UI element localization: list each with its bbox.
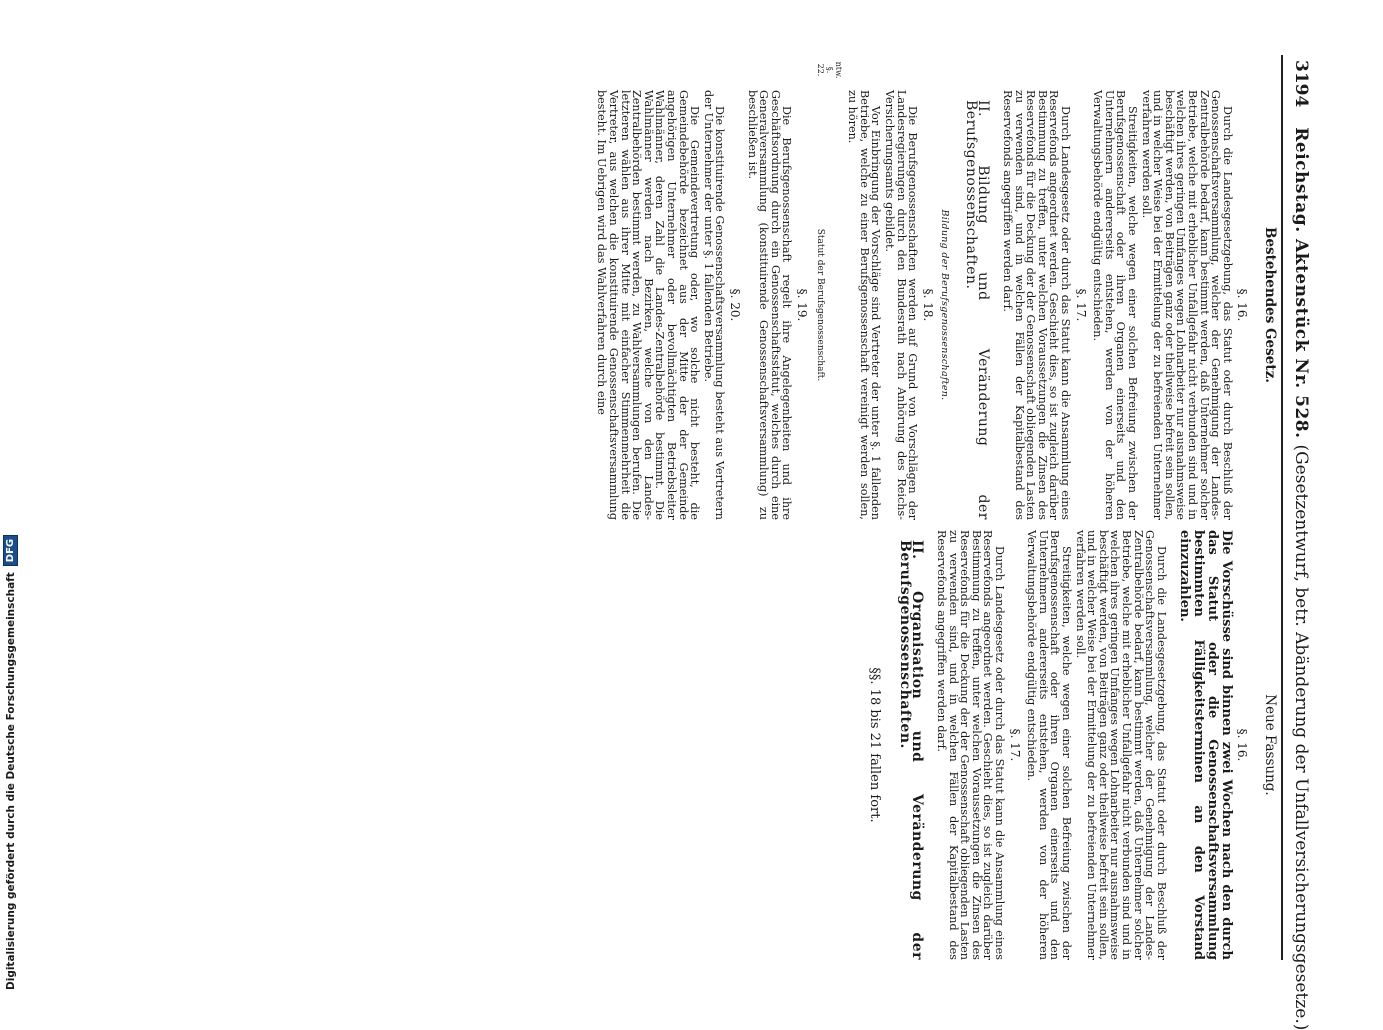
paragraph-17-new-text: Durch Landesgesetz oder durch das Statut kann die Ansammlung eines Reservefonds angeordnet werden. Geschieht dies, so ist zugleich darüber Bestimmung zu treffen, unter welchen Voraussetzungen die Zinsen des Reservefonds für die Deckung der der Genossenschaft obliegenden Lasten zu verwenden sind, und in welchen Fällen der Kapitalbestand des Reservefonds angegriffen werden darf. — [935, 530, 1007, 960]
paragraph-16-text-2: Streitigkeiten, welche wegen einer solchen Befreiung zwischen der Berufsgenossenschaft oder ihren Organen einerseits und den Unternehmern andererseits entstehen, werden von der höheren Verwaltungsbehörde endgültig entschieden. — [1091, 90, 1140, 520]
paragraph-17-text: Durch Landesgesetz oder durch das Statut kann die Ansammlung eines Reservefonds angeordnet werden. Geschieht dies, so ist zugleich darüber Bestimmung zu treffen, unter welchen Voraussetzungen die Zinsen des Reservefonds für die Deckung der der Genossenschaft obliegenden Lasten zu verwenden sind, und in welchen Fällen der Kapitalbestand des Reservefonds angegriffen werden darf. — [1001, 90, 1073, 520]
paragraph-18-text: Die Berufsgenossenschaften werden auf Grund von Vorschlägen der Landesregierungen durch den Bundesrath nach Anhörung des Reichs-Versicherungsamts gebildet. — [882, 90, 920, 520]
paragraph-sign-19: §. 19. — [795, 288, 809, 322]
paragraph-sign-16: §. 16. — [1235, 288, 1250, 322]
header-rule — [1281, 55, 1283, 960]
page-number: 3194 — [1291, 60, 1311, 108]
running-header — [1283, 60, 1311, 1030]
subheading-bildung: Bildung der Berufsgenossenschaften. — [939, 209, 951, 401]
paragraph-20-text-2: Die Gemeindevertretung oder, wo solche nicht besteht, die Gemeindebehörde bezeichnet aus der Mitte der der Gemeinde angehörigen Unternehmer oder bevollmächtigten Betriebsleiter Wahlmänner, deren Zahl die Landes-Zentralbehörde bestimmt. Die Wahlmänner werden nach Bezirken, welche von den Landes-Zentralbehörden bestimmt werden, zu Wahlversammlungen berufen. Die letzteren wählen aus ihrer Mitte mit einfacher Stimmenmehrheit die Vertreter, aus welchen die konstituirende Genossenschaftsversammlung besteht. Im Uebrigen wird das Wahlverfahren durch eine — [595, 90, 702, 520]
section-heading-II: II. Bildung und Veränderung der Berufsgenossenschaften. — [962, 100, 991, 520]
column-heading-existing: Bestehendes Gesetz. — [1262, 227, 1278, 383]
header-title: Reichstag. Aktenstück Nr. 528. — [1291, 127, 1311, 439]
paragraph-16-new-text-2: Streitigkeiten, welche wegen einer solchen Befreiung zwischen der Berufsgenossenschaft oder ihren Organen einerseits und den Unternehmern andererseits entstehen, werden von der höheren Verwaltungsbehörde endgültig entschieden. — [1025, 530, 1074, 960]
paragraph-sign-17-new: §. 17. — [1007, 728, 1022, 762]
paragraph-sign-17: §. 17. — [1073, 288, 1088, 322]
paragraph-16-text: Durch die Landesgesetzgebung, das Statut oder durch Beschluß der Genossenschaftsversammlung, welcher der Genehmigung der Landes-Zentralbehörde bedarf, kann bestimmt werden, daß Unternehmer solcher Betriebe, welche mit erheblicher Unfallgefahr nicht verbunden sind und in welchen ihres geringen Umfanges wegen Lohnarbeiter nur ausnahmsweise beschäftigt werden, von Beiträgen ganz oder theilweise befreit sein sollen, und in welcher Weise bei der Ermittelung der zu befreienden Unternehmer verfahren werden soll. — [1139, 90, 1234, 520]
paragraph-19-text: Die Berufsgenossenschaft regelt ihre Angelegenheiten und ihre Geschäftsordnung durch ein Genossenschaftsstatut, welches durch eine Generalversammlung (konstituirende Genossenschaftsversammlung) zu beschließen ist. — [745, 90, 794, 520]
dropped-paragraphs-note: §§. 18 bis 21 fallen fort. — [867, 667, 883, 823]
margin-note: ntw. §. 22. — [816, 61, 843, 79]
paragraph-20-text: Die konstituirende Genossenschaftsversammlung besteht aus Vertretern der Unternehmer der unter §. 1 fallenden Betriebe. — [701, 90, 727, 520]
paragraph-sign-16-new: §. 16. — [1235, 728, 1250, 762]
dfg-logo-icon: DFG — [3, 535, 18, 566]
paragraph-sign-20: §. 20. — [728, 288, 743, 322]
header-subtitle: (Gesetzentwurf, betr. Abänderung der Unfallversicherungsgesetze.) — [1291, 444, 1311, 1030]
subheading-statut: Statut der Berufsgenossenschaft. — [814, 228, 825, 382]
column-heading-new: Neue Fassung. — [1262, 694, 1278, 796]
paragraph-16-new-text: Durch die Landesgesetzgebung, das Statut oder durch Beschluß der Genossenschaftsversammlung, welcher der Genehmigung der Landes-Zentralbehörde bedarf, kann bestimmt werden, daß Unternehmer solcher Betriebe, welche mit erheblicher Unfallgefahr nicht verbunden sind und in welchen ihres geringen Umfanges wegen Lohnarbeiter nur ausnahmsweise beschäftigt werden, von Beiträgen ganz oder theilweise befreit sein sollen, und in welcher Weise bei der Ermittelung der zu befreienden Unternehmer verfahren werden soll. — [1073, 530, 1168, 960]
column-new-version — [851, 530, 1279, 960]
paragraph-sign-18: §. 18. — [920, 288, 935, 322]
paragraph-18-text-2: Vor Einbringung der Vorschläge sind Vertreter der unter §. 1 fallenden Betriebe, welche zu einer Berufsgenossenschaft vereinigt werden sollen, zu hören. — [846, 90, 883, 520]
column-existing-law — [594, 90, 1279, 520]
footer-credit — [3, 535, 18, 990]
section-heading-II-new: II. Organisation und Veränderung der Berufsgenossenschaften. — [896, 540, 925, 960]
footer-text: Digitalisierung gefördert durch die Deutsche Forschungsgemeinschaft — [4, 572, 17, 990]
paragraph-16-emphasis: Die Vorschüsse sind binnen zwei Wochen nach den durch das Statut oder die Genossenschaftsversammlung bestimmten Fälligkeitsterminen an den Vorstand einzuzahlen. — [1176, 530, 1234, 960]
